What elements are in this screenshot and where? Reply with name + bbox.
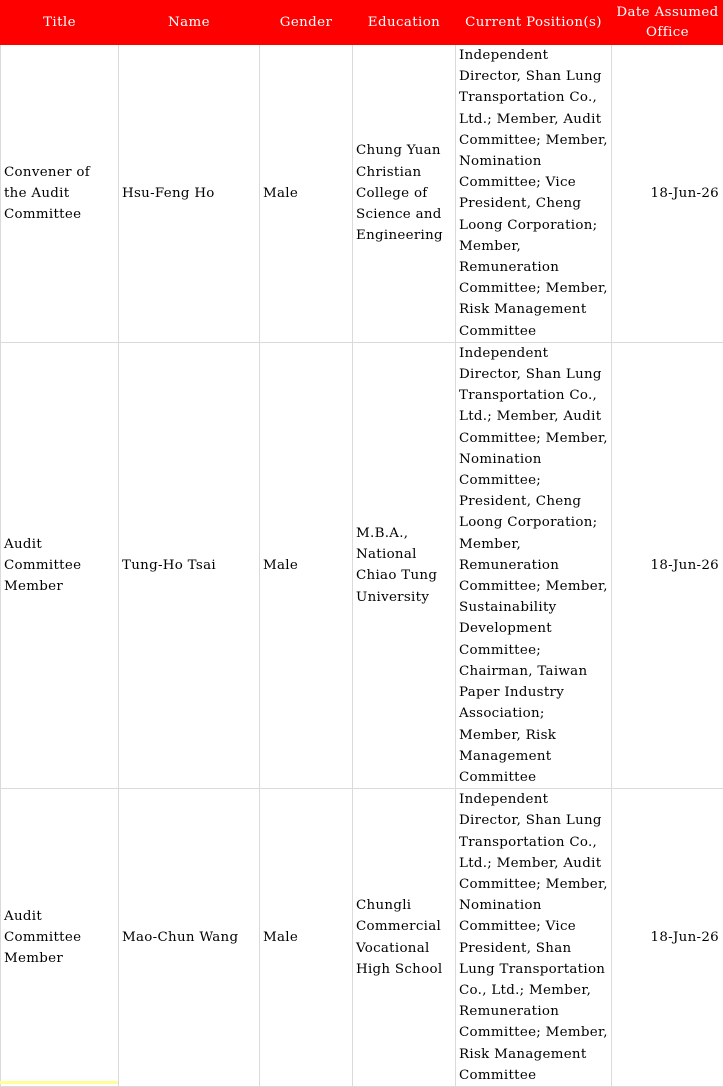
header-date-assumed-office: Date Assumed Office [612, 1, 723, 45]
cell-title: Convener of the Audit Committee [1, 45, 119, 343]
cell-date-assumed: 18-Jun-26 [612, 342, 723, 788]
header-current-positions: Current Position(s) [456, 1, 612, 45]
cell-gender: Male [260, 789, 353, 1087]
table-row [1, 45, 723, 343]
cell-education: M.B.A., National Chiao Tung University [353, 342, 456, 788]
table-row [1, 342, 723, 788]
header-row [1, 1, 723, 45]
cell-gender: Male [260, 45, 353, 343]
cell-education: Chungli Commercial Vocational High School [353, 789, 456, 1087]
cell-current-positions: Independent Director, Shan Lung Transportation Co., Ltd.; Member, Audit Committee; Member, Nomination Committee; Vice President, Shan Lung Transportation Co., Ltd.; Member, Remuneration Committee; Member, Risk Management Committee [456, 789, 612, 1087]
cell-name: Tung-Ho Tsai [119, 342, 260, 788]
header-gender: Gender [260, 1, 353, 45]
header-name: Name [119, 1, 260, 45]
cell-current-positions: Independent Director, Shan Lung Transportation Co., Ltd.; Member, Audit Committee; Member, Nomination Committee; President, Cheng Loong Corporation; Member, Remuneration Committee; Member, Sustainability Development Committee; Chairman, Taiwan Paper Industry Association; Member, Risk Management Committee [456, 342, 612, 788]
table-body [1, 45, 723, 1087]
header-title: Title [1, 1, 119, 45]
cell-date-assumed: 18-Jun-26 [612, 789, 723, 1087]
cell-title: Audit Committee Member [1, 789, 119, 1087]
cell-current-positions: Independent Director, Shan Lung Transportation Co., Ltd.; Member, Audit Committee; Member, Nomination Committee; Vice President, Cheng Loong Corporation; Member, Remuneration Committee; Member, Risk Management Committee [456, 45, 612, 343]
cell-name: Hsu-Feng Ho [119, 45, 260, 343]
cell-name: Mao-Chun Wang [119, 789, 260, 1087]
table-row [1, 789, 723, 1087]
cell-date-assumed: 18-Jun-26 [612, 45, 723, 343]
header-education: Education [353, 1, 456, 45]
table-header [1, 1, 723, 45]
cell-title: Audit Committee Member [1, 342, 119, 788]
cell-gender: Male [260, 342, 353, 788]
cell-education: Chung Yuan Christian College of Science and Engineering [353, 45, 456, 343]
